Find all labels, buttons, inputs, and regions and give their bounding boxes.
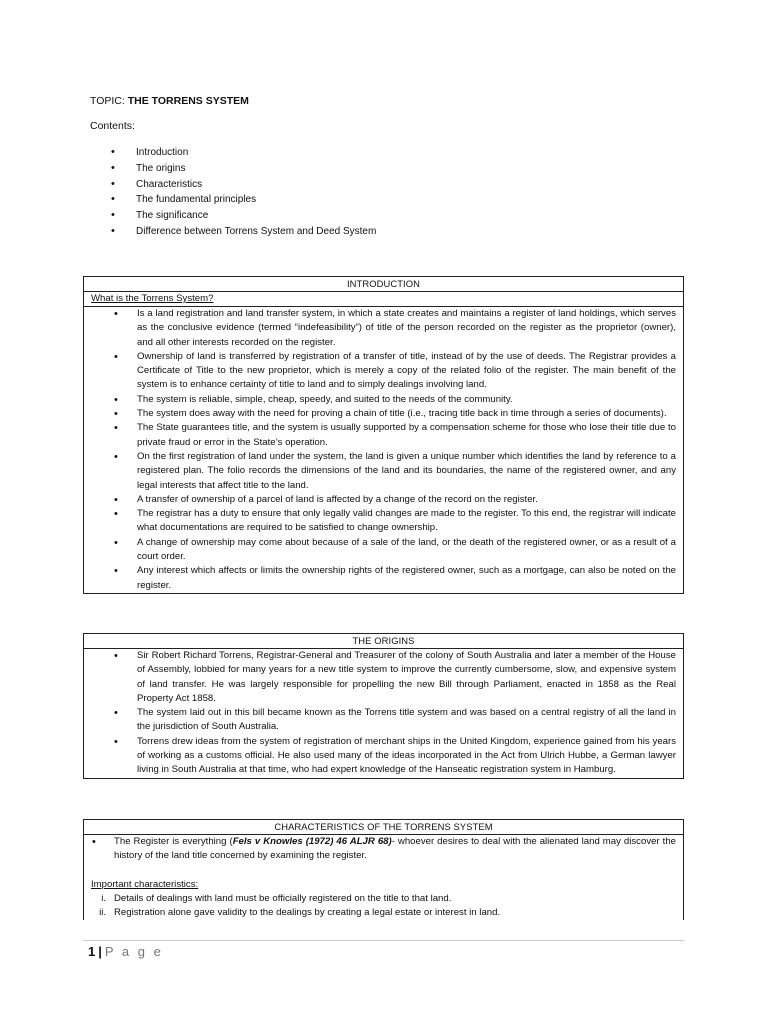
list-item: • The registrar has a duty to ensure that only legally valid changes are made to the register. To this end, the registrar will indicate what documentations are required to be satisfied to change ownership. [84,507,683,536]
introduction-subheader: What is the Torrens System? [84,292,683,307]
list-item: • The State guarantees title, and the system is usually supported by a compensation scheme for those who lose their title due to private fraud or error in the State’s operation. [84,421,683,450]
list-item [84,892,683,906]
list-item [84,906,683,920]
page-number: 1 [88,944,96,959]
list-item: • Torrens drew ideas from the system of registration of merchant ships in the United Kingdom, experience gained from his years of working as a customs official. He also used many of the ideas incorporated in the Act from Ulrich Hubbe, a German lawyer living in South Australia at that time, who had expert knowledge of the Hanseatic registration system in Hamburg. [84,735,683,778]
topic-prefix: TOPIC: [90,95,128,107]
contents-item: • The significance [90,208,376,224]
footer-divider [83,940,684,941]
item-text: Details of dealings with land must be officially registered on the title to that land. [114,892,452,904]
footer-separator: | [98,944,102,959]
introduction-list [84,307,683,593]
list-item [84,835,683,864]
register-text-pre: The Register is everything ( [114,836,233,847]
item-number: i. [101,892,106,904]
important-characteristics-list [84,892,683,921]
item-text: Registration alone gave validity to the dealings by creating a legal estate or interest in land. [114,906,501,918]
introduction-header: INTRODUCTION [84,277,683,292]
list-item: • The system laid out in this bill became known as the Torrens title system and was based on a central registry of all the land in the jurisdiction of South Australia. [84,706,683,735]
page-footer [88,944,163,959]
list-item: • The system is reliable, simple, cheap, speedy, and suited to the needs of the community. [84,393,683,407]
list-item: • The system does away with the need for proving a chain of title (i.e., tracing title back in time through a series of documents). [84,407,683,421]
list-item: • Any interest which affects or limits the ownership rights of the registered owner, such as a mortgage, can also be noted on the register. [84,564,683,593]
contents-item: • The fundamental principles [90,192,376,208]
characteristics-header: CHARACTERISTICS OF THE TORRENS SYSTEM [84,820,683,835]
register-text-post: - whoever desires to deal with the alienated land may discover the history of the land title concerned by examining the register. [114,836,676,862]
important-characteristics-label: Important characteristics: [91,878,199,890]
list-item: • Is a land registration and land transfer system, in which a state creates and maintains a register of land holdings, which serves as the conclusive evidence (termed “indefeasibility”) of title of the person recorded on the register as the proprietor (owner), and all other interests recorded on the register. [84,307,683,350]
topic-heading [90,95,249,107]
contents-label: Contents: [90,120,135,132]
characteristics-section [83,819,684,920]
introduction-section [83,276,684,594]
list-item: • A transfer of ownership of a parcel of land is affected by a change of the record on the register. [84,493,683,507]
case-citation: Fels v Knowles (1972) 46 ALJR 68) [232,836,392,847]
origins-list [84,649,683,778]
contents-list [90,145,376,240]
page-label: P a g e [104,944,164,959]
contents-item: • Introduction [90,145,376,161]
list-item: • Ownership of land is transferred by registration of a transfer of title, instead of by the use of deeds. The Registrar provides a Certificate of Title to the new proprietor, which is merely a copy of the related folio of the register. The main benefit of the system is to enhance certainty of title to land and to simply dealings involving land. [84,350,683,393]
origins-header: THE ORIGINS [84,634,683,649]
contents-item: • Difference between Torrens System and Deed System [90,224,376,240]
list-item: • A change of ownership may come about because of a sale of the land, or the death of the registered owner, or as a result of a court order. [84,536,683,565]
topic-title: THE TORRENS SYSTEM [127,95,249,107]
list-item: • On the first registration of land under the system, the land is given a unique number which identifies the land by reference to a registered plan. The folio records the dimensions of the land and its boundaries, the name of the registered owner, and any legal interests that affect title to the land. [84,450,683,493]
characteristics-list [84,835,683,864]
list-item: • Sir Robert Richard Torrens, Registrar-General and Treasurer of the colony of South Australia and later a member of the House of Assembly, lobbied for many years for a new title system to improve the currently cumbersome, slow, and expensive system of land transfer. He was largely responsible for propelling the new Bill through Parliament, enacted in 1858 as the Real Property Act 1858. [84,649,683,706]
origins-section [83,633,684,779]
contents-item: • The origins [90,161,376,177]
item-number: ii. [99,906,106,918]
contents-item: • Characteristics [90,177,376,193]
